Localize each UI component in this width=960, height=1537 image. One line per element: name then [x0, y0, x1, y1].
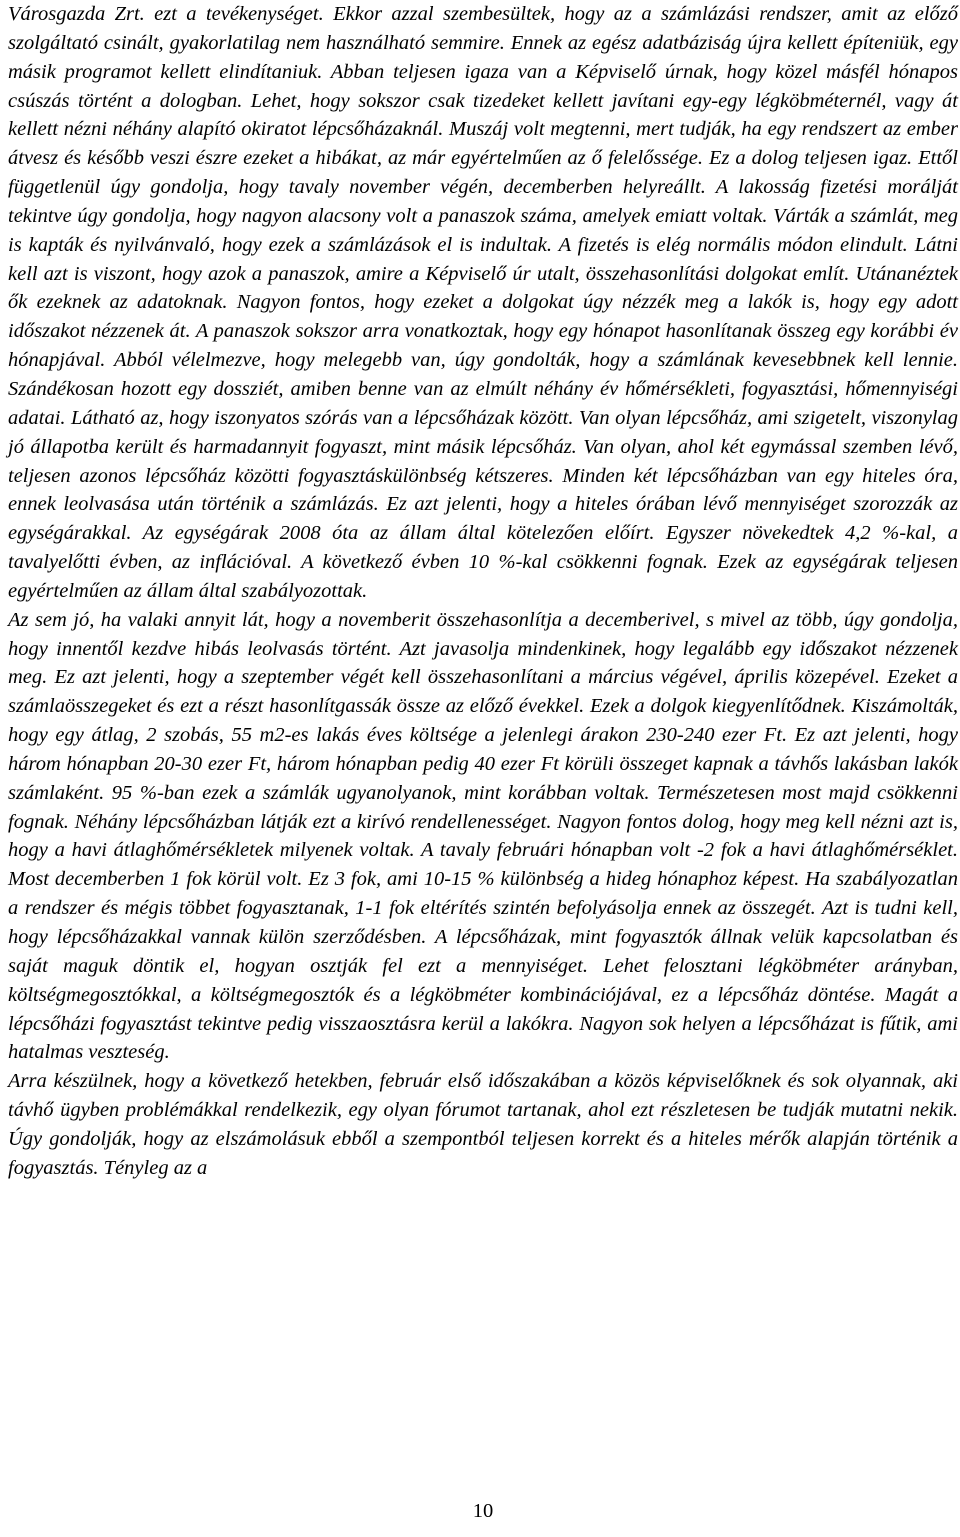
- paragraph-1: Városgazda Zrt. ezt a tevékenységet. Ekkor azzal szembesültek, hogy az a számlázási rendszer, amit az előző szolgáltató csinált, gyakorlatilag nem használható semmire. Ennek az egész adatbáziság újra kellett építeniük, egy másik programot kellett elindítaniuk. Abban teljesen igaza van a Képviselő úrnak, hogy közel másfél hónapos csúszás történt a dologban. Lehet, hogy sokszor csak tizedeket kellett javítani egy-egy légköbméternél, vagy át kellett nézni néhány alapító okiratot lépcsőházaknál. Muszáj volt megtenni, mert tudják, ha egy rendszert az ember átvesz és később veszi észre ezeket a hibákat, az már egyértelműen az ő felelőssége. Ez a dolog teljesen igaz. Ettől függetlenül úgy gondolja, hogy tavaly november végén, decemberben helyreállt. A lakosság fizetési morálját tekintve úgy gondolja, hogy nagyon alacsony volt a panaszok száma, amelyek emiatt voltak. Várták a számlát, meg is kapták és nyilvánvaló, hogy ezek a számlázások el is indultak. A fizetés is elég normális módon elindult. Látni kell azt is viszont, hogy azok a panaszok, amire a Képviselő úr utalt, összehasonlítási dolgokat említ. Utánanéztek ők ezeknek az adatoknak. Nagyon fontos, hogy ezeket a dolgokat úgy nézzék meg a lakók is, hogy egy adott időszakot nézzenek át. A panaszok sokszor arra vonatkoztak, hogy egy hónapot hasonlítanak összeg egy korábbi év hónapjával. Abból vélelmezve, hogy melegebb van, úgy gondolták, hogy a számlának kevesebbnek kell lennie. Szándékosan hozott egy dossziét, amiben benne van az elmúlt néhány év hőmérsékleti, fogyasztási, hőmennyiségi adatai. Látható az, hogy iszonyatos szórás van a lépcsőházak között. Van olyan lépcsőház, ami szigetelt, viszonylag jó állapotba került és harmadannyit fogyaszt, mint másik lépcsőház. Van olyan, ahol két egymással szemben lévő, teljesen azonos lépcsőház közötti fogyasztáskülönbség kétszeres. Minden két lépcsőházban van egy hiteles óra, ennek leolvasása után történik a számlázás. Ez azt jelenti, hogy a hiteles órában lévő mennyiséget szorozzák az egységárakkal. Az egységárak 2008 óta az állam által kötelezően előírt. Egyszer növekedtek 4,2 %-kal, a tavalyelőtti évben, az inflációval. A következő évben 10 %-kal csökkenni fognak. Ezek az egységárak teljesen egyértelműen az állam által szabályozottak.: [8, 3, 958, 602]
- page-number: 10: [472, 1500, 494, 1522]
- paragraph-3: Arra készülnek, hogy a következő hetekben, február első időszakában a közös képviselőknek és sok olyannak, aki távhő ügyben problémákkal rendelkezik, egy olyan fórumot tartanak, ahol ezt részletesen be tudják mutatni nekik. Úgy gondolják, hogy az elszámolásuk ebből a szempontból teljesen korrekt és a hiteles mérők alapján történik a fogyasztás. Tényleg az a: [8, 1070, 958, 1179]
- paragraph-2: Az sem jó, ha valaki annyit lát, hogy a novemberit összehasonlítja a decemberivel, s mivel az több, úgy gondolja, hogy innentől kezdve hibás leolvasás történt. Azt javasolja mindenkinek, hogy legalább egy időszakot nézzenek meg. Ez azt jelenti, hogy a szeptember végét kell összehasonlítani a március végével, április közepével. Ezeket a számlaösszegeket és ezt a részt hasonlítgassák össze az előző évekkel. Ezek a dolgok kiegyenlítődnek. Kiszámolták, hogy egy átlag, 2 szobás, 55 m2-es lakás éves költsége a jelenlegi árakon 230-240 ezer Ft. Ez azt jelenti, hogy három hónapban 20-30 ezer Ft, három hónapban pedig 40 ezer Ft körüli összeget kapnak a távhős lakásban lakók számlaként. 95 %-ban ezek a számlák ugyanolyanok, mint korábban voltak. Természetesen most majd csökkenni fognak. Néhány lépcsőházban látják ezt a kirívó rendellenességet. Nagyon fontos dolog, hogy meg kell nézni azt is, hogy a havi átlaghőmérsékletek milyenek voltak. A tavaly februári hónapban volt -2 fok a havi átlaghőmérséklet. Most decemberben 1 fok körül volt. Ez 3 fok, ami 10-15 % különbség a hideg hónaphoz képest. Ha szabályozatlan a rendszer és mégis többet fogyasztanak, 1-1 fok eltérítés szintén befolyásolja ennek az összegét. Azt is tudni kell, hogy lépcsőházakkal vannak külön szerződésben. A lépcsőházak, mint fogyasztók állnak velük kapcsolatban és saját maguk döntik el, hogyan osztják fel ezt a mennyiséget. Lehet felosztani légköbméter arányban, költségmegosztókkal, a költségmegosztók és a légköbméter kombinációjával, ez a lépcsőház döntése. Magát a lépcsőházi fogyasztást tekintve pedig visszaosztásra kerül a lakókra. Nagyon sok helyen a lépcsőházat is fűtik, ami hatalmas veszteség.: [8, 608, 958, 1064]
- document-body: [8, 0, 958, 1183]
